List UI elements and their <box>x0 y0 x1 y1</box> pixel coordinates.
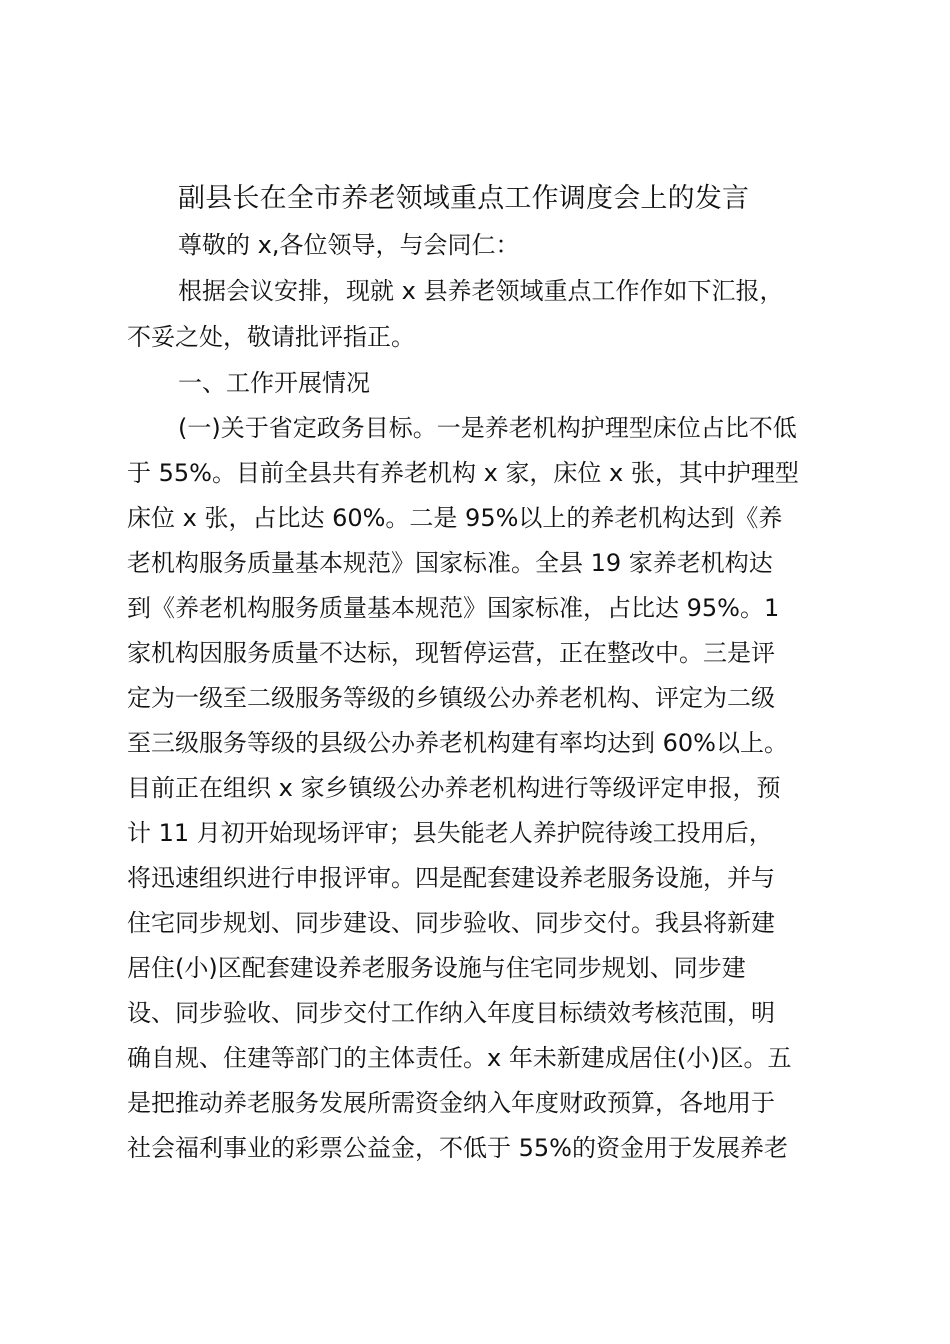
section-heading: 一、工作开展情况 <box>178 369 370 397</box>
paragraph-line: 社会福利事业的彩票公益金，不低于 55%的资金用于发展养老 <box>127 1134 788 1162</box>
paragraph-line: 床位 x 张，占比达 60%。二是 95%以上的养老机构达到《养 <box>127 504 783 532</box>
paragraph-line: 到《养老机构服务质量基本规范》国家标准，占比达 95%。1 <box>127 594 780 622</box>
paragraph-line: 目前正在组织 x 家乡镇级公办养老机构进行等级评定申报，预 <box>127 774 781 802</box>
salutation: 尊敬的 x,各位领导，与会同仁： <box>178 231 520 259</box>
document-title: 副县长在全市养老领域重点工作调度会上的发言 <box>178 183 750 214</box>
paragraph-line: 确自规、住建等部门的主体责任。x 年未新建成居住(小)区。五 <box>127 1044 792 1072</box>
paragraph-line: 设、同步验收、同步交付工作纳入年度目标绩效考核范围，明 <box>127 999 775 1027</box>
paragraph-line: (一)关于省定政务目标。一是养老机构护理型床位占比不低 <box>178 414 797 442</box>
paragraph-line: 是把推动养老服务发展所需资金纳入年度财政预算，各地用于 <box>127 1089 775 1117</box>
paragraph-line: 定为一级至二级服务等级的乡镇级公办养老机构、评定为二级 <box>127 684 775 712</box>
paragraph-line: 家机构因服务质量不达标，现暂停运营，正在整改中。三是评 <box>127 639 775 667</box>
paragraph-line: 老机构服务质量基本规范》国家标准。全县 19 家养老机构达 <box>127 549 773 577</box>
paragraph-line: 居住(小)区配套建设养老服务设施与住宅同步规划、同步建 <box>127 954 746 982</box>
paragraph-line: 将迅速组织进行申报评审。四是配套建设养老服务设施，并与 <box>127 864 775 892</box>
paragraph-line: 根据会议安排，现就 x 县养老领域重点工作作如下汇报， <box>178 277 784 305</box>
paragraph-line: 住宅同步规划、同步建设、同步验收、同步交付。我县将新建 <box>127 909 775 937</box>
paragraph-line: 于 55%。目前全县共有养老机构 x 家，床位 x 张，其中护理型 <box>127 459 799 487</box>
paragraph-line: 不妥之处，敬请批评指正。 <box>127 323 415 351</box>
paragraph-line: 至三级服务等级的县级公办养老机构建有率均达到 60%以上。 <box>127 729 788 757</box>
paragraph-line: 计 11 月初开始现场评审；县失能老人养护院待竣工投用后， <box>127 819 773 847</box>
